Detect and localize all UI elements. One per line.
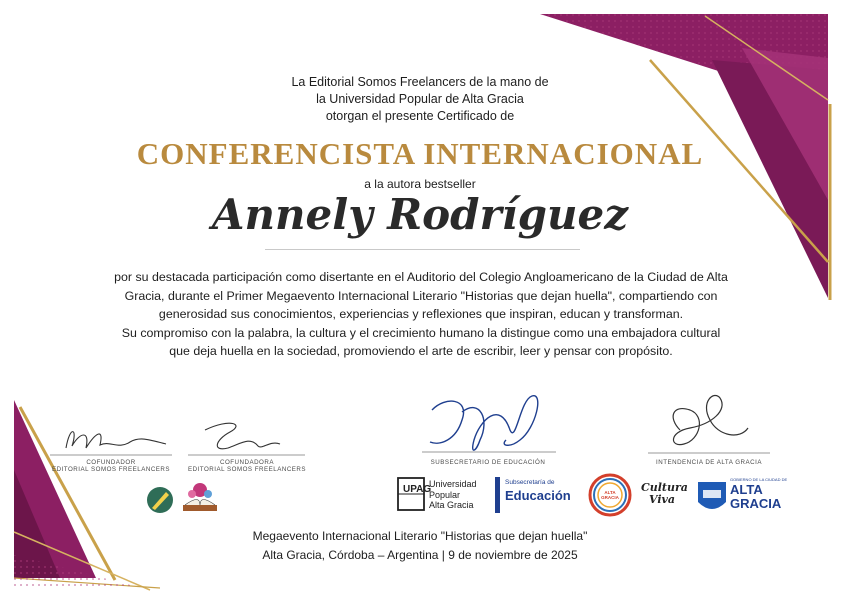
body-line-4: Su compromiso con la palabra, la cultura y el crecimiento humano la distingue como una embajadora cultural: [121, 325, 721, 340]
body-line-2: Gracia, durante el Primer Megaevento Internacional Literario "Historias que dejan huella", compartiendo con: [124, 288, 718, 303]
gobierno-label: GOBIERNO DE LA CIUDAD DE: [730, 477, 788, 482]
signature-label-subsecretario: SUBSECRETARIO DE EDUCACIÓN: [430, 459, 546, 466]
signature-label-cofundadora: COFUNDADORA EDITORIAL SOMOS FREELANCERS: [187, 459, 307, 473]
body-line-1: por su destacada participación como disertante en el Auditorio del Colegio Angloamericano de la Ciudad de Alta: [114, 270, 728, 284]
subsecretaria-label: Subsecretaría de: [505, 479, 555, 486]
alta-gracia-shield-icon: [698, 482, 726, 509]
educacion-bar: [495, 477, 500, 513]
intro-line-1: La Editorial Somos Freelancers de la mano de: [291, 75, 549, 89]
recipient-intro: a la autora bestseller: [364, 177, 476, 191]
certificate-title: CONFERENCISTA INTERNACIONAL: [136, 136, 704, 171]
alta-gracia-logo-text: ALTA GRACIA: [730, 482, 782, 511]
alta-gracia-badge-text: ALTA GRACIA: [601, 490, 619, 500]
recipient-name: Annely Rodríguez: [211, 190, 629, 239]
signature-label-cofundador: COFUNDADOR EDITORIAL SOMOS FREELANCERS: [51, 459, 171, 473]
body-line-5: que deja huella en la sociedad, promoviendo el arte de escribir, leer y pensar con propósito.: [169, 344, 673, 359]
footer-place-date: Alta Gracia, Córdoba – Argentina | 9 de noviembre de 2025: [262, 548, 578, 562]
intro-line-3: otorgan el presente Certificado de: [325, 109, 515, 123]
intro-line-2: la Universidad Popular de Alta Gracia: [316, 92, 524, 106]
educacion-label: Educación: [505, 488, 571, 503]
footer-event: Megaevento Internacional Literario "Historias que dejan huella": [252, 529, 588, 543]
cultura-viva-logo: Cultura Viva: [641, 481, 688, 506]
signature-label-intendencia: INTENDENCIA DE ALTA GRACIA: [656, 459, 762, 466]
upag-name: Universidad Popular Alta Gracia: [429, 479, 477, 510]
upag-letters: UPAG: [403, 484, 432, 495]
body-line-3: generosidad sus conocimientos, experiencias y reflexiones que inspiran, educan y transforman.: [158, 307, 684, 322]
